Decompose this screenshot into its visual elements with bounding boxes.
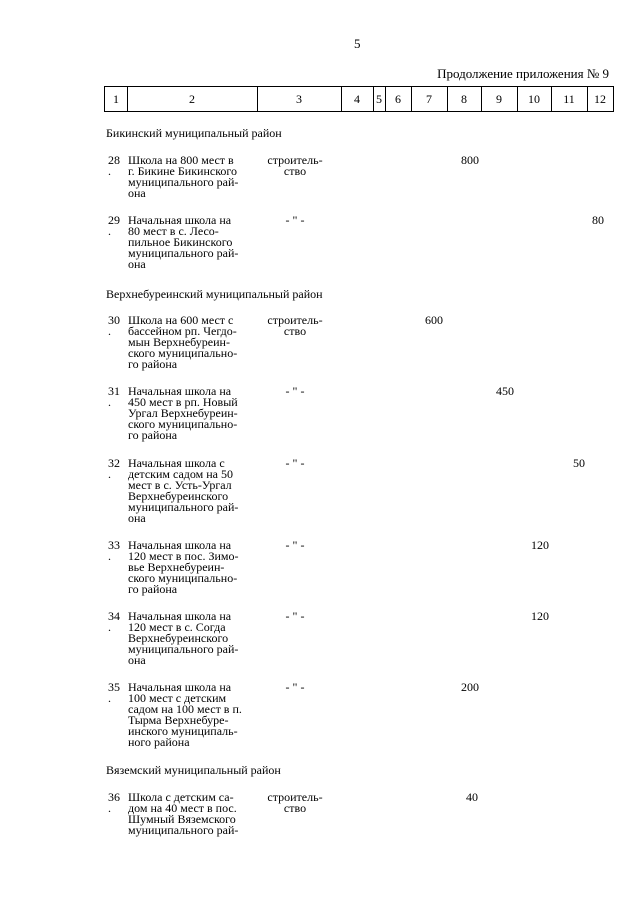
capacity-value: 450 [496,384,514,398]
capacity-value: 600 [425,313,443,327]
row-number: 28 . [108,153,120,178]
work-type: - " - [285,384,305,398]
work-type: строитель- ство [267,153,323,178]
object-name: Начальная школа на 450 мест в рп. Новый Ургал Верхнебуреин- ского муниципально- го района [128,384,238,442]
work-type: - " - [285,456,305,470]
header-col-11: 11 [563,92,575,106]
row-number: 33 . [108,538,120,563]
object-name: Начальная школа на 120 мест в пос. Зимо- вье Верхнебуреин- ского муниципально- го района [128,538,239,596]
header-col-6: 6 [395,92,401,106]
header-col-8: 8 [461,92,467,106]
work-type: - " - [285,609,305,623]
header-col-3: 3 [296,92,302,106]
object-name: Начальная школа на 80 мест в с. Лесо- пильное Бикинского муниципального рай- она [128,213,239,271]
section-title: Вяземский муниципальный район [106,763,281,777]
capacity-value: 50 [573,456,585,470]
header-col-5: 5 [376,92,382,106]
row-number: 31 . [108,384,120,409]
work-type: - " - [285,680,305,694]
capacity-value: 40 [466,790,478,804]
header-col-2: 2 [189,92,195,106]
header-col-12: 12 [594,92,606,106]
capacity-value: 200 [461,680,479,694]
row-number: 34 . [108,609,120,634]
row-number: 35 . [108,680,120,705]
row-number: 30 . [108,313,120,338]
object-name: Начальная школа на 120 мест в с. Согда Верхнебуреинского муниципального рай- она [128,609,239,667]
object-name: Школа на 800 мест в г. Бикине Бикинского муниципального рай- она [128,153,239,200]
work-type: - " - [285,538,305,552]
header-col-7: 7 [426,92,432,106]
object-name: Начальная школа с детским садом на 50 мест в с. Усть-Ургал Верхнебуреинского муниципального рай- она [128,456,239,525]
object-name: Школа с детским са- дом на 40 мест в пос. Шумный Вяземского муниципального рай- [128,790,239,837]
row-number: 36 . [108,790,120,815]
column-number-header [104,86,614,112]
header-col-9: 9 [496,92,502,106]
row-number: 29 . [108,213,120,238]
header-col-4: 4 [354,92,360,106]
capacity-value: 80 [592,213,604,227]
object-name: Школа на 600 мест с бассейном рп. Чегдо- мын Верхнебуреин- ского муниципально- го района [128,313,238,371]
appendix-label: Продолжение приложения № 9 [437,66,609,81]
header-col-1: 1 [113,92,119,106]
header-col-10: 10 [528,92,540,106]
object-name: Начальная школа на 100 мест с детским садом на 100 мест в п. Тырма Верхнебуре- инского муниципаль- ного района [128,680,242,749]
capacity-value: 120 [531,538,549,552]
page-number: 5 [354,36,361,51]
capacity-value: 800 [461,153,479,167]
capacity-value: 120 [531,609,549,623]
work-type: - " - [285,213,305,227]
section-title: Бикинский муниципальный район [106,126,282,140]
section-title: Верхнебуреинский муниципальный район [106,287,323,301]
row-number: 32 . [108,456,120,481]
work-type: строитель- ство [267,790,323,815]
work-type: строитель- ство [267,313,323,338]
